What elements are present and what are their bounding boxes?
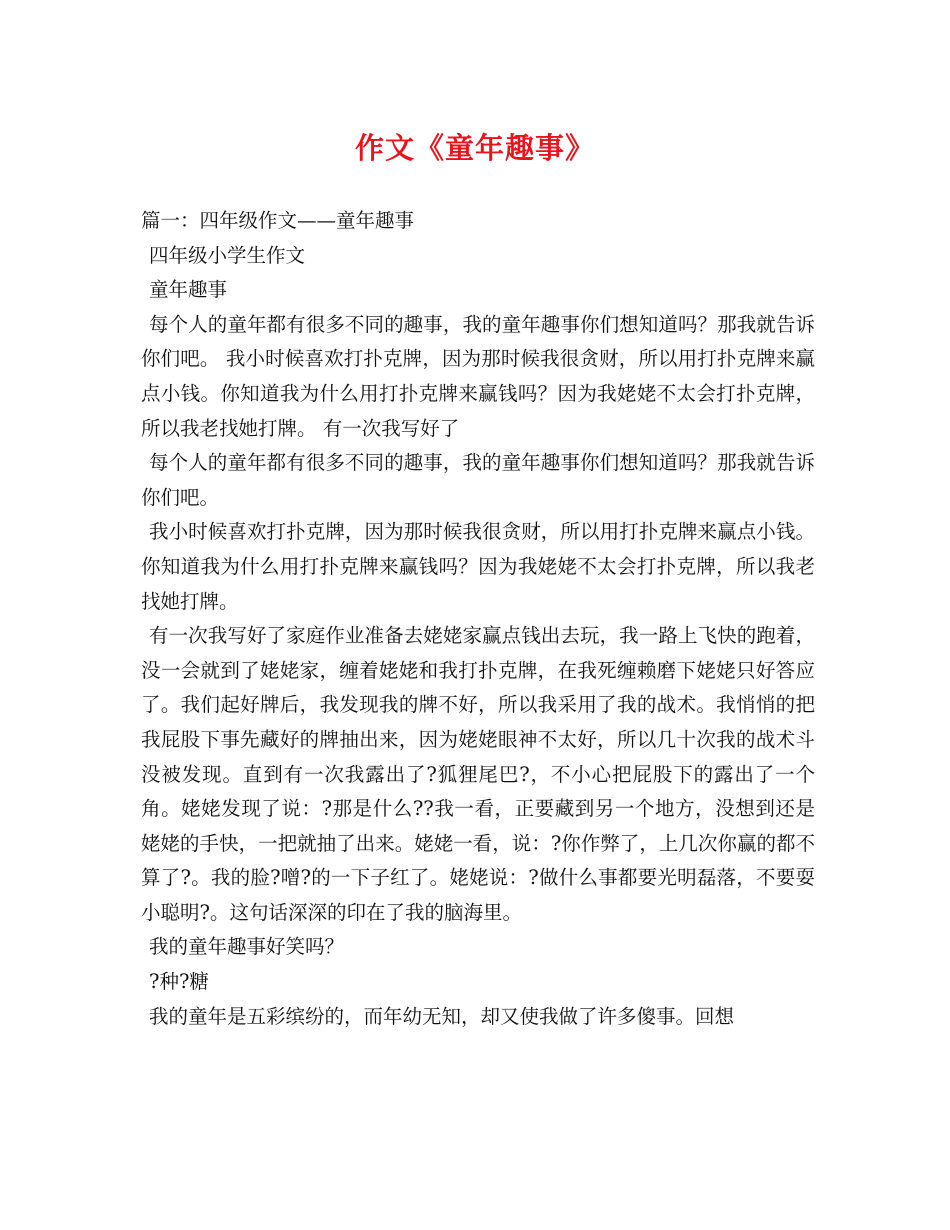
paragraph: 有一次我写好了家庭作业准备去姥姥家赢点钱出去玩，我一路上飞快的跑着，没一会就到了姥姥家，缠着姥姥和我打扑克牌，在我死缠赖磨下姥姥只好答应了。我们起好牌后，我发现我的牌不好，所以我采用了我的战术。我悄悄的把我屁股下事先藏好的牌抽出来，因为姥姥眼神不太好，所以几十次我的战术斗没被发现。直到有一次我露出了?狐狸尾巴?，不小心把屁股下的露出了一个角。姥姥发现了说：?那是什么??我一看，正要藏到另一个地方，没想到还是姥姥的手快，一把就抽了出来。姥姥一看，说：?你作弊了，上几次你赢的都不算了?。我的脸?噌?的一下子红了。姥姥说：?做什么事都要光明磊落，不要耍小聪明?。这句话深深的印在了我的脑海里。 — [141, 624, 815, 924]
paragraph: 我的童年趣事好笑吗？ — [149, 935, 345, 959]
paragraph: 每个人的童年都有很多不同的趣事，我的童年趣事你们想知道吗？那我就告诉你们吧。 — [141, 451, 815, 509]
summary-paragraph: 每个人的童年都有很多不同的趣事，我的童年趣事你们想知道吗？那我就告诉你们吧。 我小时候喜欢打扑克牌，因为那时候我很贪财，所以用打扑克牌来赢点小钱。你知道我为什么用打扑克牌来赢钱吗？因为我姥姥不太会打扑克牌，所以我老找她打牌。 有一次我写好了 — [141, 312, 815, 440]
document-body — [141, 204, 815, 1034]
essay-title: 童年趣事 — [149, 278, 228, 302]
essay-title: ?种?糖 — [149, 970, 209, 994]
document-title: 作文《童年趣事》 — [354, 131, 595, 165]
paragraph: 我的童年是五彩缤纷的，而年幼无知，却又使我做了许多傻事。回想 — [149, 1004, 735, 1028]
paragraph: 我小时候喜欢打扑克牌，因为那时候我很贪财，所以用打扑克牌来赢点小钱。你知道我为什么用打扑克牌来赢钱吗？因为我姥姥不太会打扑克牌，所以我老找她打牌。 — [141, 520, 815, 613]
subheading: 四年级小学生作文 — [149, 243, 306, 267]
section-heading: 篇一：四年级作文——童年趣事 — [141, 209, 415, 232]
